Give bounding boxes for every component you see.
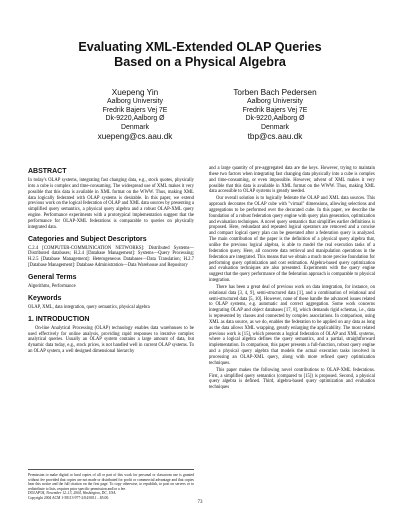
body-paragraph: and a large quantity of pre-aggregated data are the keys. However, trying to maintain these two factors when integrating fast changing data physically into a cube is complex and time-consuming, or even impossible. However, advent of XML makes it very possible that this data is available in XML format on the WWW. Thus, making XML data accessible to OLAP systems is greatly needed.	[209, 166, 375, 195]
author-address-line: Dk-9220,Aalborg Ø	[105, 115, 165, 123]
author-country: Denmark	[261, 123, 289, 131]
categories-text: C.2.4 [COMPUTER-COMMUNICATION NETWORKS]: Distributed Systems—Distributed databases; H.2.4 [Database Management]: Systems—Query Processing; H.2.5 [Database Management]: Heterogeneous Databases—Data Translation; H.2.7 [Database Management]: Database Administration—Data Warehouse and Repository	[28, 245, 194, 269]
author-address-line: Fredrik Bajers Vej 7E	[102, 106, 168, 114]
general-terms-heading: General Terms	[28, 273, 77, 281]
left-column	[28, 168, 194, 356]
author-name: Xuepeng Yin	[111, 88, 159, 97]
keywords-text: OLAP, XML, data integration, query semantics, physical algebra	[28, 304, 150, 310]
body-paragraph: There has been a great deal of previous work on data integration, for instance, on relational data [3, 4, 9], semi-structured data [1], and a combination of relational and semi-structured data [5, 10]. However, none of these handle the advanced issues related to OLAP systems, e.g. automatic and correct aggregation. Some work concerns integrating OLAP and object databases [17, 8], which demands rigid schemas, i.e., data is represented by classes and connected by complex associations. In comparison, using XML as data source, as we do, enables the federation to be applied on any data as long as the data allows XML wrapping, greatly enlarging the applicability. The most related previous work is [15], which presents a logical federation of OLAP and XML systems, where a logical algebra defines the query semantics, and a partial, straightforward implementation. In comparison, this paper presents a full-function, robust query engine and a physical query algebra that models the actual execution tasks involved in processing an OLAP-XML query, along with more refined query optimization techniques.	[209, 284, 375, 366]
author-name: Torben Bach Pedersen	[233, 88, 317, 97]
title-line-1: Evaluating XML-Extended OLAP Queries	[78, 40, 322, 54]
author-block-2	[190, 88, 360, 142]
permission-text: Permission to make digital or hard copies of all or part of this work for personal or classroom use is granted without fee provided that copies are not made or distributed for profit or commercial advantage and that copies bear this notice and the full citation on the first page. To copy otherwise, to republish, to post on servers or to redistribute to lists, requires prior specific permission and/or a fee.	[28, 473, 194, 491]
abstract-text: In today's OLAP systems, integrating fast changing data, e.g., stock quotes, physically into a cube is complex and time-consuming. The widespread use of XML makes it very possible that this data is available in XML format on the WWW. Thus, making XML data logically federated with OLAP systems is desirable. In this paper, we extend previous work on the logical federation of OLAP and XML data sources by presenting a simplified query semantics, a physical query algebra and a robust OLAP-XML query engine. Performance experiments with a prototypical implementation suggest that the performance for OLAP-XML federations is comparable to queries on physically integrated data.	[28, 178, 194, 230]
right-column	[209, 166, 375, 392]
author-country: Denmark	[121, 123, 149, 131]
copyright-notice	[28, 469, 194, 501]
author-email: tbp@cs.aau.dk	[247, 132, 303, 142]
author-address-line: Fredrik Bajers Vej 7E	[242, 106, 308, 114]
conference-line: DOLAP'04, November 12–13, 2004, Washington, DC, USA.	[28, 491, 117, 496]
categories-heading: Categories and Subject Descriptors	[28, 235, 147, 243]
body-paragraph: This paper makes the following novel contributions to OLAP-XML federations. First, a simplified query semantics (compared to [15]) is proposed. Second, a physical query algebra is defined. Third, algebra-based query optimization and evaluation techniques	[209, 367, 375, 391]
introduction-heading: 1. INTRODUCTION	[28, 315, 90, 323]
title-line-2: Based on a Physical Algebra	[114, 55, 286, 69]
abstract-heading: ABSTRACT	[28, 168, 67, 175]
copyright-line: Copyright 2004 ACM 1-58113-977-2/04/0011 ...$5.00.	[28, 495, 110, 500]
author-email: xuepeng@cs.aau.dk	[97, 132, 173, 142]
body-paragraph: Our overall solution is to logically federate the OLAP and XML data sources. This approach decorates the OLAP cube with "virtual" dimensions, allowing selections and aggregations to be performed over the decorated cube. In this paper, we describe the foundation of a robust federation query engine with query plan generation, optimization and evaluation techniques. A novel query semantics that simplifies earlier definitions is proposed. Here, redundant and repeated logical operators are removed and a concise and compact logical query plan can be generated after a federation query is analyzed. The main contribution of the paper is the definition of a physical query algebra that, unlike the previous logical algebra, is able to model the real execution tasks of a federation query. Here, all concrete data retrieval and manipulation operations in the federation are integrated. This means that we obtain a much more precise foundation for performing query optimization and cost estimation. Algebra-based query optimization and evaluation techniques are also presented. Experiments with the query engine suggest that the query performance of the federation approach is comparable to physical integration.	[209, 196, 375, 284]
keywords-heading: Keywords	[28, 294, 62, 302]
paper-title	[40, 40, 360, 70]
author-address-line: Dk-9220,Aalborg Ø	[245, 115, 305, 123]
author-affiliation: Aalborg University	[247, 98, 303, 105]
page-number: 73	[197, 500, 203, 505]
introduction-text: On-line Analytical Processing (OLAP) technology enables data warehouses to be used effectively for online analysis, providing rapid responses to iterative complex analytical queries. Usually an OLAP system contains a large amount of data, but dynamic data today, e.g., stock prices, is not handled well in current OLAP systems. To an OLAP system, a well designed dimensional hierarchy	[28, 325, 194, 355]
general-terms-text: Algorithms, Performance	[28, 283, 76, 289]
author-affiliation: Aalborg University	[107, 98, 163, 105]
